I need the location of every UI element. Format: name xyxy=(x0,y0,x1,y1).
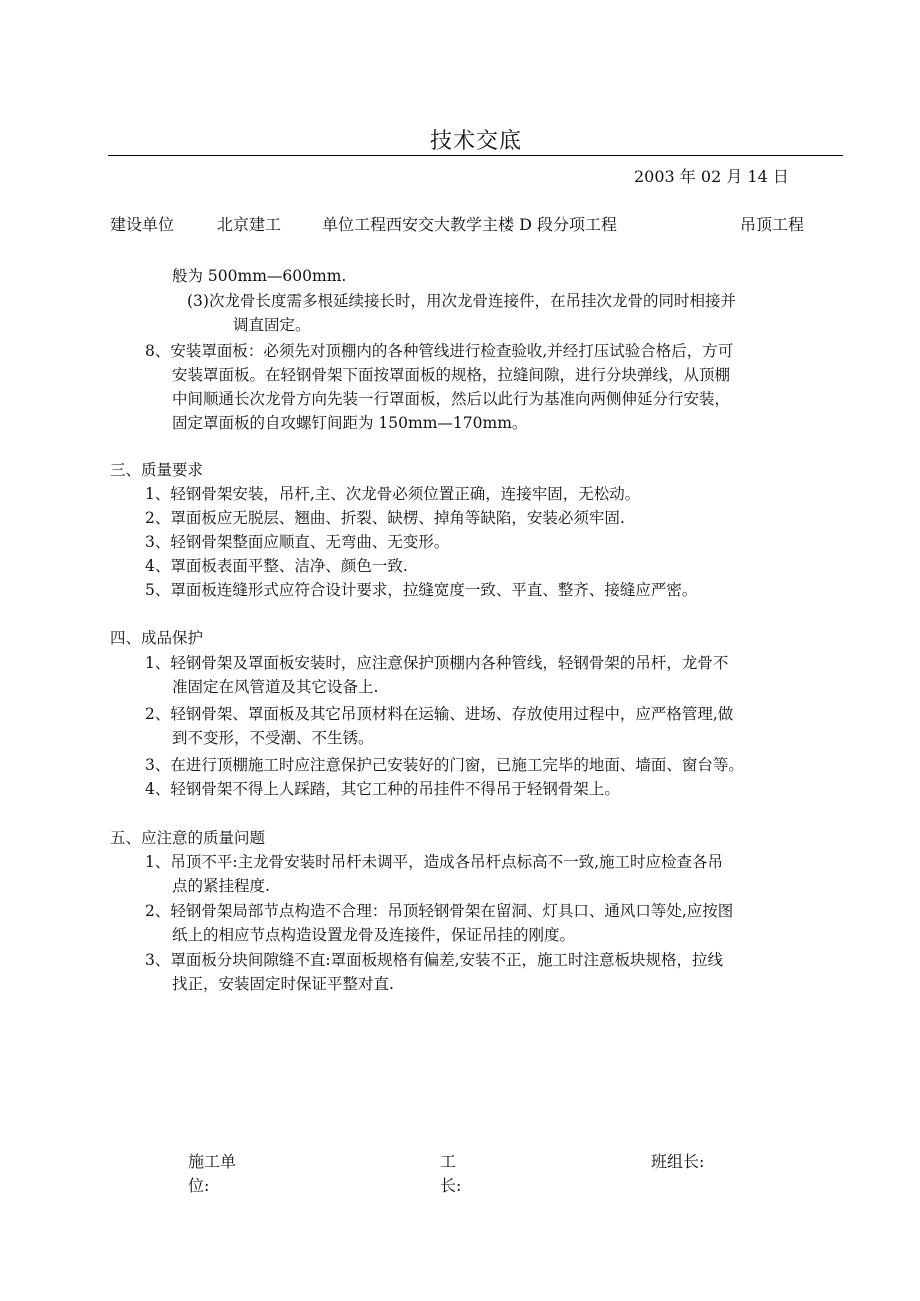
document-title: 技术交底 xyxy=(429,129,522,154)
document-date: 2003 年 02 月 14 日 xyxy=(634,167,789,186)
text-line: 4、罩面板表面平整、洁净、颜色一致. xyxy=(145,557,408,575)
section-heading: 四、成品保护 xyxy=(110,629,204,647)
subproject-name: 吊顶工程 xyxy=(740,215,805,234)
text-line: 找正，安装固定时保证平整对直. xyxy=(172,975,394,993)
signature-label-line1: 施工单 xyxy=(188,1152,237,1171)
text-line: 到不变形，不受潮、不生锈。 xyxy=(172,729,374,747)
text-line: 纸上的相应节点构造设置龙骨及连接件，保证吊挂的刚度。 xyxy=(172,926,576,944)
text-line: 8、安装罩面板：必须先对顶棚内的各种管线进行检查验收,并经打压试验合格后，方可 xyxy=(145,342,734,360)
text-line: (3)次龙骨长度需多根延续接长时，用次龙骨连接件，在吊挂次龙骨的同时相接并 xyxy=(187,292,736,310)
text-line: 中间顺通长次龙骨方向先装一行罩面板，然后以此行为基准向两侧伸延分行安装， xyxy=(172,390,731,408)
text-line: 1、轻钢骨架安装，吊杆,主、次龙骨必须位置正确，连接牢固，无松动。 xyxy=(145,485,641,503)
text-line: 2、罩面板应无脱层、翘曲、折裂、缺楞、掉角等缺陷，安装必须牢固. xyxy=(145,509,625,527)
foreman-signature-label xyxy=(440,1150,461,1198)
team-leader-signature-label: 班组长: xyxy=(651,1152,705,1171)
text-line: 调直固定。 xyxy=(233,316,311,334)
text-line: 准固定在风管道及其它设备上. xyxy=(172,678,379,696)
text-line: 5、罩面板连缝形式应符合设计要求，拉缝宽度一致、平直、整齐、接缝应严密。 xyxy=(145,581,698,599)
construction-unit-label: 建设单位 xyxy=(110,215,175,234)
constructor-signature-label xyxy=(188,1150,236,1198)
text-line: 2、轻钢骨架局部节点构造不合理：吊顶轻钢骨架在留洞、灯具口、通风口等处,应按图 xyxy=(145,902,734,920)
project-name: 单位工程西安交大教学主楼 D 段分项工程 xyxy=(322,215,618,234)
signature-label-line2: 位: xyxy=(188,1176,210,1195)
signature-label-line1: 工 xyxy=(440,1152,457,1171)
section-heading: 五、应注意的质量问题 xyxy=(110,829,266,847)
text-line: 3、在进行顶棚施工时应注意保护己安装好的门窗，已施工完毕的地面、墙面、窗台等。 xyxy=(145,756,744,774)
title-underline xyxy=(108,155,843,156)
section-heading: 三、质量要求 xyxy=(110,461,204,479)
text-line: 4、轻钢骨架不得上人踩踏，其它工种的吊挂件不得吊于轻钢骨架上。 xyxy=(145,780,620,798)
signature-label-line2: 长: xyxy=(440,1176,462,1195)
text-line: 1、轻钢骨架及罩面板安装时，应注意保护顶棚内各种管线，轻钢骨架的吊杆，龙骨不 xyxy=(145,654,729,672)
text-line: 般为 500mm—600mm. xyxy=(172,267,347,285)
construction-unit-value: 北京建工 xyxy=(217,215,282,234)
text-line: 点的紧挂程度. xyxy=(172,877,270,895)
text-line: 3、罩面板分块间隙缝不直:罩面板规格有偏差,安装不正，施工时注意板块规格，拉线 xyxy=(145,951,724,969)
text-line: 安装罩面板。在轻钢骨架下面按罩面板的规格，拉缝间隙，进行分块弹线，从顶棚 xyxy=(172,366,731,384)
text-line: 2、轻钢骨架、罩面板及其它吊顶材料在运输、进场、存放使用过程中，应严格管理,做 xyxy=(145,705,734,723)
text-line: 1、吊顶不平:主龙骨安装时吊杆未调平，造成各吊杆点标高不一致,施工时应检查各吊 xyxy=(145,853,724,871)
text-line: 3、轻钢骨架整面应顺直、无弯曲、无变形。 xyxy=(145,533,450,551)
text-line: 固定罩面板的自攻螺钉间距为 150mm—170mm。 xyxy=(172,414,528,432)
